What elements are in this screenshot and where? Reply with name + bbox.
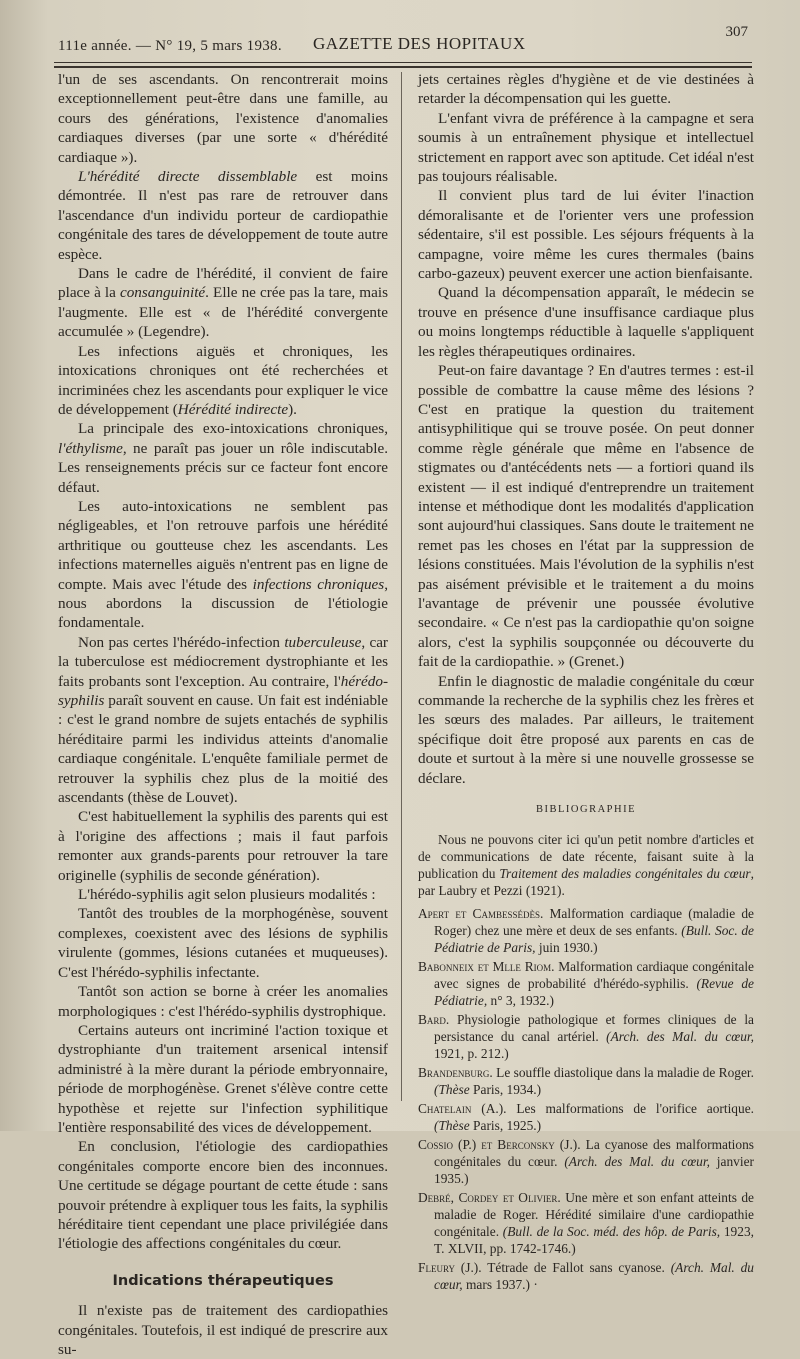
journal-title: GAZETTE DES HOPITAUX bbox=[313, 34, 526, 53]
page-header bbox=[58, 24, 748, 64]
paragraph: Peut-on faire davantage ? En d'autres termes : est-il possible de combattre la cause même des lésions ? C'est en pratique la question du traitement antisyphilitique qui se trouve posée. On peut donner comme règle générale que même en l'absence de stigmates ou d'antécédents nets — a fortiori quand ils existent — il est indiqué d'entreprendre un traitement intense et méthodique dont les modalités d'application sont aujourd'hui classiques. Sans doute le traitement ne remet pas les choses en l'état par la suppression de lésions constituées. Mais l'évolution de la syphilis n'est pas aisément prévisible et le traitement a du moins l'avantage de prévenir une poussée évolutive secondaire. « Ce n'est pas la cardiopathie qu'on soigne alors, c'est la syphilis soupçonnée ou découverte du fait de la cardiopathie. » (Grenet.) bbox=[418, 362, 754, 671]
reference-item: Chatelain (A.). Les malformations de l'orifice aortique. (Thèse Paris, 1925.) bbox=[418, 1101, 754, 1134]
paragraph: Tantôt son action se borne à créer les anomalies morphologiques : c'est l'hérédo-syphilis dystrophique. bbox=[58, 983, 388, 1020]
paragraph: Il convient plus tard de lui éviter l'inaction démoralisante et de l'orienter vers une profession sédentaire, s'il est possible. Les séjours fréquents à la campagne, voire même les cures thermales (bains carbo-gazeux) peuvent exercer une action bienfaisante. bbox=[418, 187, 754, 283]
header-rule-thin bbox=[54, 62, 752, 63]
bibliography-title: BIBLIOGRAPHIE bbox=[536, 804, 636, 816]
paragraph: L'hérédo-syphilis agit selon plusieurs modalités : bbox=[78, 886, 376, 904]
paragraph: jets certaines règles d'hygiène et de vie destinées à retarder la décompensation qui les guette. bbox=[418, 71, 754, 108]
bibliography-intro: Nous ne pouvons citer ici qu'un petit nombre d'articles et de communications de date récente, faisant suite à la publication du Traitement des maladies congénitales du cœur, par Laubry et Pezzi (1921). bbox=[418, 832, 754, 899]
section-title: Indications thérapeutiques bbox=[112, 1272, 334, 1289]
paragraph: Tantôt des troubles de la morphogénèse, souvent complexes, coexistent avec des lésions de syphilis virulente (gommes, lésions cutanées et muqueuses). C'est l'hérédo-syphilis infectante. bbox=[58, 905, 388, 981]
reference-item: Bard. Physiologie pathologique et formes cliniques de la persistance du canal artériel. (Arch. des Mal. du cœur, 1921, p. 212.) bbox=[418, 1012, 754, 1062]
paragraph: En conclusion, l'étiologie des cardiopathies congénitales comporte encore bien des inconnues. Une certitude se dégage pourtant de cette étude : sans pouvoir prétendre à expliquer tous les faits, la syphilis héréditaire tient cependant une place privilégiée dans l'étiologie des affections congénitales du cœur. bbox=[58, 1138, 388, 1253]
column-divider bbox=[401, 72, 402, 1101]
paragraph: Dans le cadre de l'hérédité, il convient de faire place à la consanguinité. Elle ne crée pas la tare, mais l'augmente. Elle est « de l'hérédité convergente accumulée » (Legendre). bbox=[58, 265, 388, 341]
paragraph: Quand la décompensation apparaît, le médecin se trouve en présence d'une insuffisance cardiaque plus ou moins longtemps réductible à laquelle s'appliquent les règles thérapeutiques ordinaires. bbox=[418, 284, 754, 360]
paragraph: Les auto-intoxications ne semblent pas négligeables, et l'on retrouve parfois une hérédité arthritique ou goutteuse chez les ascendants. Les infections maternelles aiguës n'entrent pas en ligne de compte. Mais avec l'étude des infections chroniques, nous abordons la discussion de l'étiologie fondamentale. bbox=[58, 497, 389, 632]
paragraph: Il n'existe pas de traitement des cardiopathies congénitales. Toutefois, il est indiqué de prescrire aux su- bbox=[58, 1302, 388, 1358]
paragraph: C'est habituellement la syphilis des parents qui est à l'origine des affections ; mais il faut parfois remonter aux grands-parents pour retrouver la tare originelle (syphilis de seconde génération). bbox=[58, 808, 388, 884]
bibliography bbox=[418, 831, 754, 1293]
reference-item: Apert et Cambessédès. Malformation cardiaque (maladie de Roger) chez une mère et deux de ses enfants. (Bull. Soc. de Pédiatrie de Paris, juin 1930.) bbox=[418, 906, 755, 956]
reference-item: Cossio (P.) et Berconsky (J.). La cyanose des malformations congénitales du cœur. (Arch. des Mal. du cœur, janvier 1935.) bbox=[418, 1137, 754, 1187]
paragraph: L'enfant vivra de préférence à la campagne et sera soumis à un entraînement physique et intellectuel strictement en rapport avec son aptitude. Cet idéal n'est pas toujours réalisable. bbox=[418, 109, 754, 186]
header-rule-thick bbox=[54, 66, 752, 68]
reference-item: Debré, Cordey et Olivier. Une mère et son enfant atteints de maladie de Roger. Hérédité similaire d'une cardiopathie congénitale. (Bull. de la Soc. méd. des hôp. de Paris, 1923, T. XLVII, pp. 1742-1746.) bbox=[418, 1190, 755, 1257]
paragraph: Enfin le diagnostic de maladie congénitale du cœur commande la recherche de la syphilis chez les frères et les sœurs des malades. Par ailleurs, le traitement spécifique doit être proposé aux parents en cas de doute et surtout à la mère si une nouvelle grossesse se déclare. bbox=[418, 672, 754, 787]
right-column bbox=[418, 70, 755, 1293]
page-number: 307 bbox=[725, 24, 748, 40]
left-column bbox=[58, 70, 389, 1358]
paragraph: l'un de ses ascendants. On rencontrerait moins exceptionnellement peut-être dans une famille, au cours des générations, l'existence d'anomalies cardiaques diverses (par une sorte « d'hérédité cardiaque »). bbox=[58, 71, 388, 166]
paragraph: Les infections aiguës et chroniques, les intoxications chroniques ont été recherchées et incriminées chez les ascendants pour expliquer le vice de développement (Hérédité indirecte). bbox=[58, 342, 388, 418]
reference-item: Fleury (J.). Tétrade de Fallot sans cyanose. (Arch. Mal. du cœur, mars 1937.) · bbox=[418, 1260, 755, 1293]
paragraph: Certains auteurs ont incriminé l'action toxique et dystrophiante d'un traitement arsenical intensif administré à la mère durant la période embryonnaire, période de morphogénèse. Grenet s'élève contre cette hypothèse et rejette sur l'infection syphilitique l'entière responsabilité des vices de développement. bbox=[58, 1021, 388, 1136]
paragraph: L'hérédité directe dissemblable est moins démontrée. Il n'est pas rare de retrouver dans l'ascendance d'un individu porteur de cardiopathie congénitale des tares de développement de toute autre espèce. bbox=[58, 168, 388, 263]
reference-item: Brandenburg. Le souffle diastolique dans la maladie de Roger. (Thèse Paris, 1934.) bbox=[418, 1065, 754, 1098]
issue-line: 111e année. — N° 19, 5 mars 1938. bbox=[58, 38, 282, 54]
paragraph: Non pas certes l'hérédo-infection tuberculeuse, car la tuberculose est médiocrement dystrophiante et les faits probants sont l'exception. Au contraire, l'hérédo-syphilis paraît souvent en cause. Un fait est indéniable : c'est le grand nombre de sujets entachés de syphilis héréditaire parmi les individus atteints d'anomalie cardiaque congénitale. L'enquête familiale permet de retrouver la syphilis chez plus de la moitié des ascendants (thèse de Louvet). bbox=[58, 633, 388, 807]
reference-item: Babonneix et Mlle Riom. Malformation cardiaque congénitale avec signes de probabilité d'hérédo-syphilis. (Revue de Pédiatrie, n° 3, 1932.) bbox=[418, 959, 754, 1009]
paragraph: La principale des exo-intoxications chroniques, l'éthylisme, ne paraît pas jouer un rôle indiscutable. Les renseignements précis sur ce facteur font encore défaut. bbox=[58, 420, 388, 496]
